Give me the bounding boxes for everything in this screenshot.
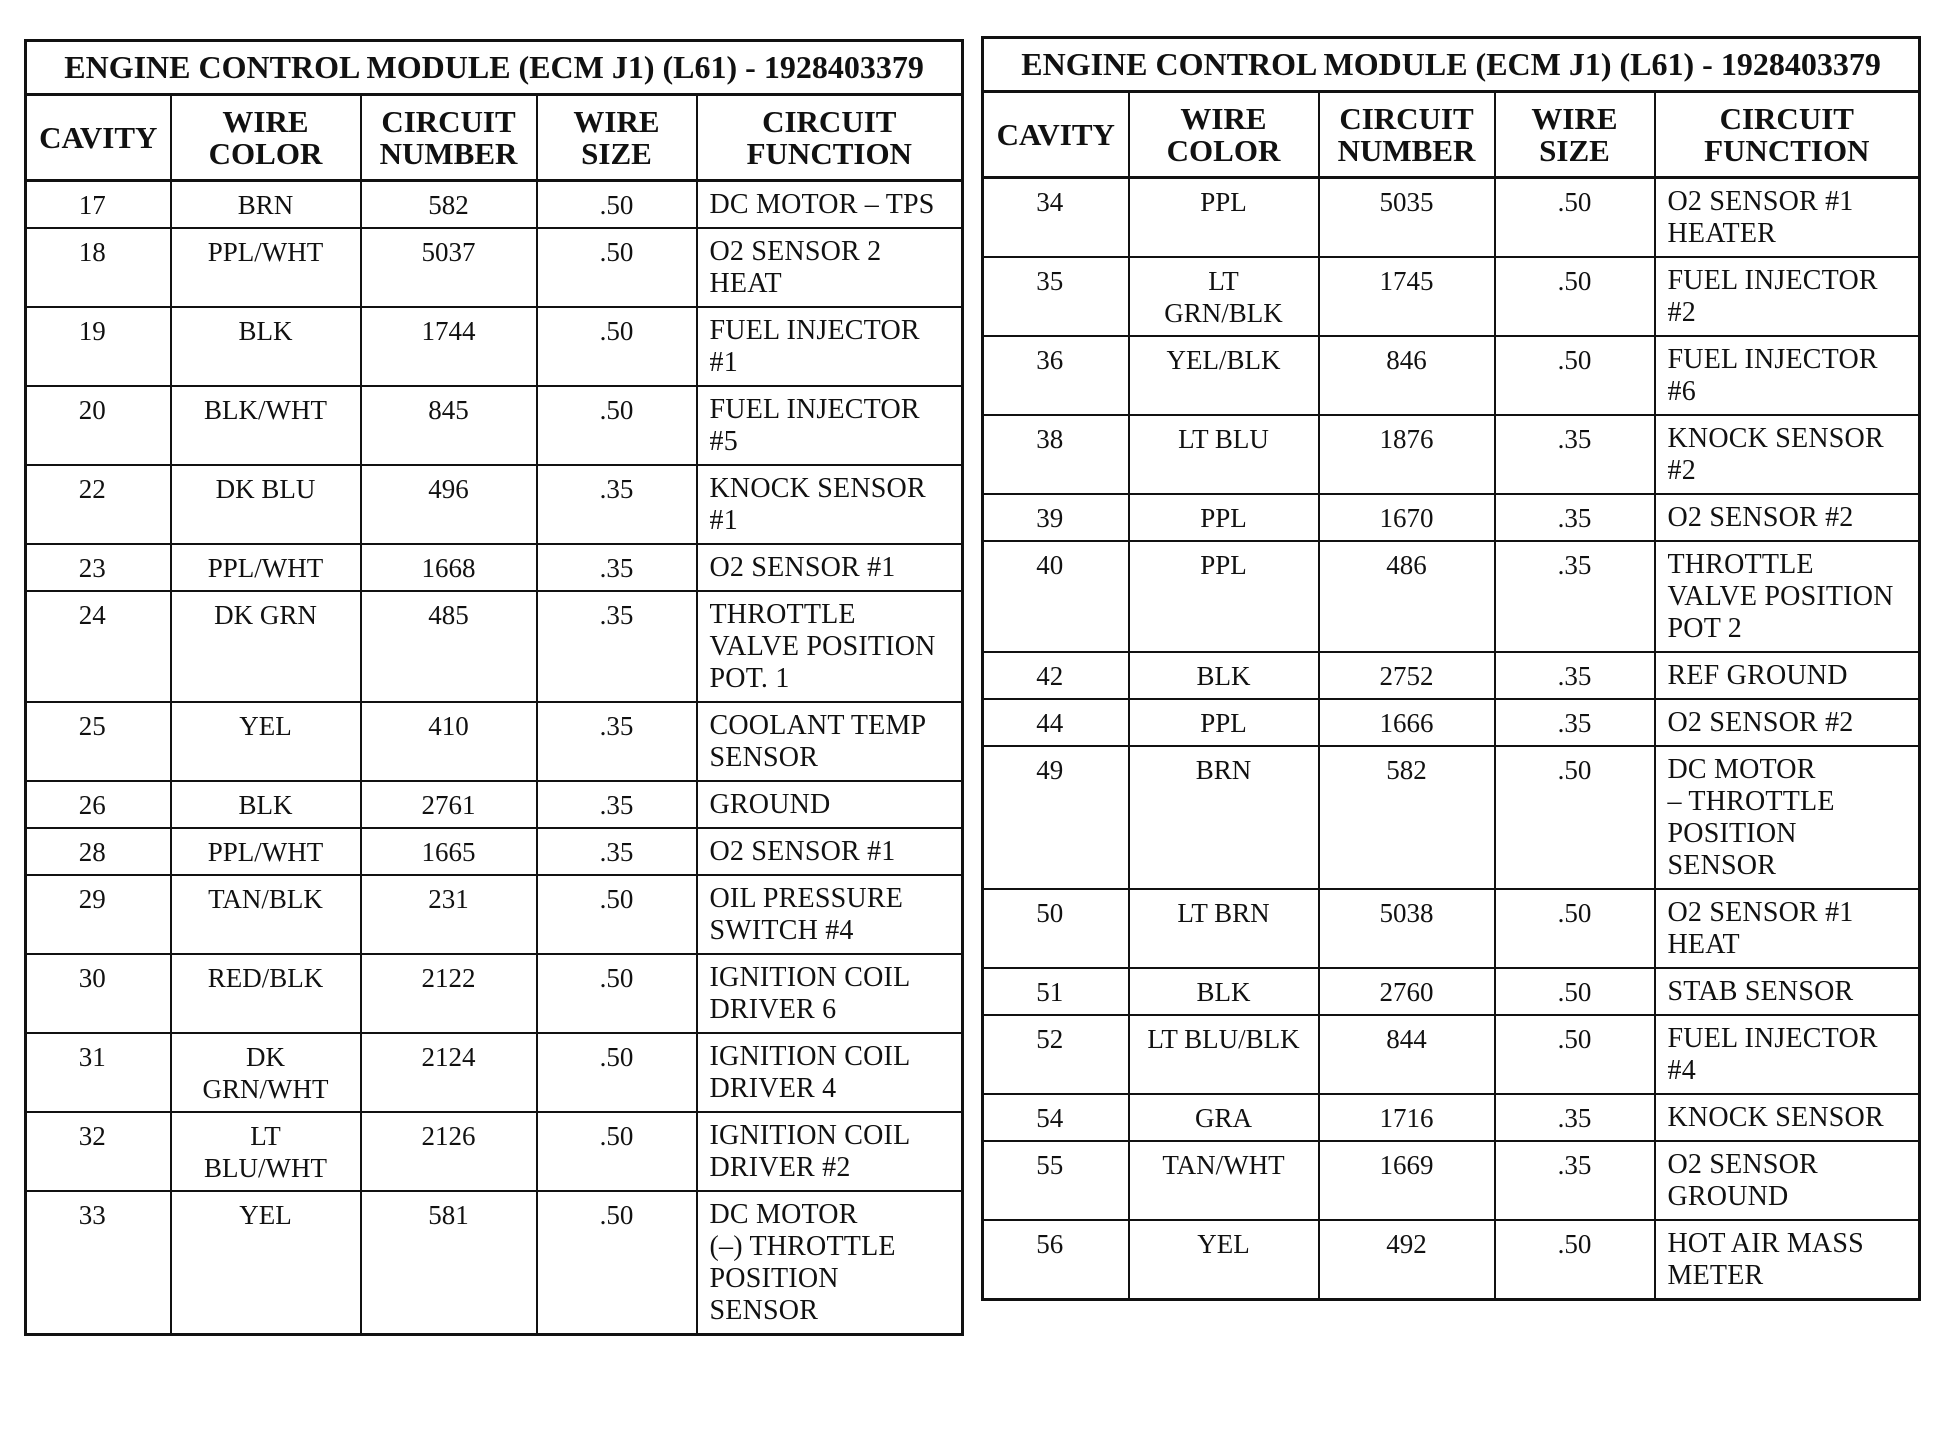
circuit-number-cell: 846 [1319, 336, 1495, 415]
table-row [26, 1112, 963, 1191]
cell-text-line: PPL [1200, 187, 1247, 217]
circuit-number-cell: 1669 [1319, 1141, 1495, 1220]
wire-size-cell: .50 [537, 1191, 697, 1335]
table-row [983, 968, 1920, 1015]
table-row [983, 257, 1920, 336]
cavity-cell: 30 [26, 954, 171, 1033]
cell-text-line: HEAT [1667, 929, 1740, 960]
wire-size-cell: .35 [537, 544, 697, 591]
cavity-cell: 54 [983, 1094, 1129, 1141]
table-row [26, 875, 963, 954]
cell-text-line: FUEL INJECTOR [1667, 1023, 1878, 1054]
cell-text-line: BLK [1196, 661, 1251, 691]
cell-text-line: REF GROUND [1667, 660, 1848, 691]
circuit-number-cell: 1745 [1319, 257, 1495, 336]
header-circuit-number: CIRCUIT NUMBER [361, 95, 537, 181]
circuit-function-cell [1655, 336, 1920, 415]
cavity-cell: 17 [26, 181, 171, 229]
cell-text-line: O2 SENSOR #1 [1667, 186, 1854, 217]
cell-text-line: SENSOR [709, 1295, 819, 1326]
cell-text-line: SWITCH #4 [709, 915, 854, 946]
circuit-function-cell [697, 386, 963, 465]
table-row [26, 307, 963, 386]
cell-text-line: FUEL INJECTOR [709, 315, 920, 346]
wire-color-cell [171, 591, 361, 702]
wire-color-cell [1129, 415, 1319, 494]
cavity-cell: 18 [26, 228, 171, 307]
cell-text-line: DRIVER 6 [709, 994, 837, 1025]
cell-text-line: O2 SENSOR 2 [709, 236, 882, 267]
cell-text-line: #2 [1667, 297, 1696, 328]
cell-text-line: (–) THROTTLE [709, 1231, 896, 1262]
cell-text-line: YEL [239, 1200, 292, 1230]
cell-text-line: PPL/WHT [207, 837, 324, 867]
circuit-function-cell [697, 591, 963, 702]
cell-text-line: #6 [1667, 376, 1696, 407]
table-row [983, 336, 1920, 415]
wire-color-cell [1129, 1220, 1319, 1300]
circuit-function-cell [697, 181, 963, 229]
cell-text-line: LT BRN [1177, 898, 1270, 928]
table-row [26, 828, 963, 875]
table-row [26, 781, 963, 828]
table-row [983, 541, 1920, 652]
wire-color-cell [1129, 1015, 1319, 1094]
ecm-connector-table-right [981, 36, 1921, 1301]
table-row [26, 1033, 963, 1112]
wire-size-cell: .35 [1495, 1094, 1655, 1141]
wire-size-cell: .35 [1495, 699, 1655, 746]
wire-size-cell: .50 [1495, 1220, 1655, 1300]
circuit-number-cell: 496 [361, 465, 537, 544]
cavity-cell: 52 [983, 1015, 1129, 1094]
cell-text-line: PPL [1200, 550, 1247, 580]
circuit-function-cell [1655, 1015, 1920, 1094]
cavity-cell: 51 [983, 968, 1129, 1015]
wire-size-cell: .35 [1495, 494, 1655, 541]
cavity-cell: 34 [983, 178, 1129, 258]
table-row [983, 1094, 1920, 1141]
table-title: ENGINE CONTROL MODULE (ECM J1) (L61) - 1928403379 [26, 41, 963, 95]
table-row [26, 181, 963, 229]
wire-size-cell: .50 [1495, 746, 1655, 889]
cavity-cell: 29 [26, 875, 171, 954]
circuit-number-cell: 844 [1319, 1015, 1495, 1094]
cell-text-line: YEL/BLK [1166, 345, 1281, 375]
wire-size-cell: .50 [1495, 889, 1655, 968]
cell-text-line: BLK [1196, 977, 1251, 1007]
circuit-number-cell: 1744 [361, 307, 537, 386]
cell-text-line: PPL [1200, 503, 1247, 533]
wire-size-cell: .50 [537, 228, 697, 307]
wire-color-cell [171, 875, 361, 954]
table-row [26, 544, 963, 591]
circuit-function-cell [697, 1112, 963, 1191]
cavity-cell: 24 [26, 591, 171, 702]
wire-size-cell: .50 [537, 875, 697, 954]
wire-color-cell [171, 781, 361, 828]
circuit-function-cell [1655, 889, 1920, 968]
cell-text-line: KNOCK SENSOR [709, 473, 926, 504]
cell-text-line: LT BLU/BLK [1147, 1024, 1300, 1054]
cell-text-line: O2 SENSOR #1 [1667, 897, 1854, 928]
cell-text-line: THROTTLE [709, 599, 856, 630]
wire-color-cell [171, 1191, 361, 1335]
circuit-function-cell [1655, 1220, 1920, 1300]
cavity-cell: 19 [26, 307, 171, 386]
cell-text-line: DK BLU [215, 474, 316, 504]
circuit-function-cell [1655, 494, 1920, 541]
circuit-number-cell: 1716 [1319, 1094, 1495, 1141]
wire-size-cell: .35 [1495, 652, 1655, 699]
cell-text-line: #4 [1667, 1055, 1696, 1086]
wire-color-cell [171, 181, 361, 229]
cell-text-line: METER [1667, 1260, 1764, 1291]
circuit-function-cell [697, 465, 963, 544]
circuit-number-cell: 581 [361, 1191, 537, 1335]
circuit-function-cell [697, 1033, 963, 1112]
cavity-cell: 26 [26, 781, 171, 828]
circuit-number-cell: 582 [361, 181, 537, 229]
table-row [983, 746, 1920, 889]
wire-size-cell: .50 [1495, 1015, 1655, 1094]
cell-text-line: HOT AIR MASS [1667, 1228, 1864, 1259]
circuit-number-cell: 1876 [1319, 415, 1495, 494]
cavity-cell: 23 [26, 544, 171, 591]
circuit-number-cell: 2122 [361, 954, 537, 1033]
circuit-function-cell [697, 544, 963, 591]
wire-size-cell: .50 [1495, 257, 1655, 336]
wire-size-cell: .35 [1495, 415, 1655, 494]
header-circuit-function: CIRCUIT FUNCTION [1655, 92, 1920, 178]
table-row [983, 415, 1920, 494]
cavity-cell: 40 [983, 541, 1129, 652]
header-cavity: CAVITY [983, 92, 1129, 178]
cell-text-line: GRA [1194, 1103, 1252, 1133]
cell-text-line: BLU/WHT [204, 1153, 327, 1183]
cavity-cell: 31 [26, 1033, 171, 1112]
circuit-number-cell: 492 [1319, 1220, 1495, 1300]
wire-size-cell: .35 [537, 781, 697, 828]
cell-text-line: IGNITION COIL [709, 1120, 911, 1151]
cell-text-line: VALVE POSITION [1667, 581, 1894, 612]
cavity-cell: 44 [983, 699, 1129, 746]
header-circuit-number: CIRCUIT NUMBER [1319, 92, 1495, 178]
wire-size-cell: .35 [537, 591, 697, 702]
cell-text-line: SENSOR [709, 742, 819, 773]
cell-text-line: DC MOTOR [709, 1199, 858, 1230]
cell-text-line: FUEL INJECTOR [1667, 265, 1878, 296]
cell-text-line: #2 [1667, 455, 1696, 486]
table-title: ENGINE CONTROL MODULE (ECM J1) (L61) - 1928403379 [983, 38, 1920, 92]
cell-text-line: COOLANT TEMP [709, 710, 927, 741]
cavity-cell: 38 [983, 415, 1129, 494]
cell-text-line: KNOCK SENSOR [1667, 1102, 1884, 1133]
wire-size-cell: .50 [537, 1033, 697, 1112]
circuit-number-cell: 1665 [361, 828, 537, 875]
wire-size-cell: .35 [1495, 541, 1655, 652]
circuit-function-cell [1655, 1141, 1920, 1220]
cell-text-line: SENSOR [1667, 850, 1777, 881]
circuit-number-cell: 2126 [361, 1112, 537, 1191]
cell-text-line: TAN/BLK [208, 884, 323, 914]
circuit-function-cell [1655, 652, 1920, 699]
header-wire-color: WIRE COLOR [171, 95, 361, 181]
wire-color-cell [1129, 257, 1319, 336]
cell-text-line: IGNITION COIL [709, 962, 911, 993]
cavity-cell: 22 [26, 465, 171, 544]
circuit-function-cell [697, 954, 963, 1033]
wire-size-cell: .50 [1495, 968, 1655, 1015]
cell-text-line: BRN [237, 190, 294, 220]
cavity-cell: 39 [983, 494, 1129, 541]
circuit-number-cell: 2760 [1319, 968, 1495, 1015]
circuit-number-cell: 2752 [1319, 652, 1495, 699]
cell-text-line: PPL [1200, 708, 1247, 738]
cell-text-line: LT [250, 1121, 281, 1151]
cell-text-line: VALVE POSITION [709, 631, 936, 662]
cell-text-line: FUEL INJECTOR [1667, 344, 1878, 375]
wire-color-cell [171, 828, 361, 875]
cell-text-line: IGNITION COIL [709, 1041, 911, 1072]
circuit-function-cell [1655, 699, 1920, 746]
wire-color-cell [171, 1033, 361, 1112]
circuit-number-cell: 2124 [361, 1033, 537, 1112]
cavity-cell: 25 [26, 702, 171, 781]
cell-text-line: POSITION [1667, 818, 1797, 849]
table-row [983, 1220, 1920, 1300]
cell-text-line: FUEL INJECTOR [709, 394, 920, 425]
wire-color-cell [1129, 746, 1319, 889]
circuit-function-cell [697, 702, 963, 781]
table-row [983, 494, 1920, 541]
cavity-cell: 20 [26, 386, 171, 465]
circuit-number-cell: 5035 [1319, 178, 1495, 258]
wire-size-cell: .50 [537, 181, 697, 229]
wire-color-cell [171, 386, 361, 465]
cavity-cell: 49 [983, 746, 1129, 889]
cell-text-line: O2 SENSOR #1 [709, 552, 896, 583]
wire-size-cell: .35 [537, 465, 697, 544]
table-row [983, 1015, 1920, 1094]
cell-text-line: GROUND [709, 789, 831, 820]
wire-size-cell: .35 [1495, 1141, 1655, 1220]
wire-color-cell [1129, 1141, 1319, 1220]
cell-text-line: TAN/WHT [1162, 1150, 1285, 1180]
wire-size-cell: .35 [537, 702, 697, 781]
cell-text-line: YEL [1197, 1229, 1250, 1259]
cell-text-line: POT 2 [1667, 613, 1742, 644]
cell-text-line: O2 SENSOR [1667, 1149, 1818, 1180]
wire-size-cell: .50 [537, 307, 697, 386]
cell-text-line: GRN/WHT [202, 1074, 329, 1104]
cell-text-line: GROUND [1667, 1181, 1789, 1212]
cell-text-line: O2 SENSOR #2 [1667, 707, 1854, 738]
header-cavity: CAVITY [26, 95, 171, 181]
table-row [983, 652, 1920, 699]
cell-text-line: BLK [238, 316, 293, 346]
circuit-function-cell [697, 228, 963, 307]
cavity-cell: 50 [983, 889, 1129, 968]
circuit-number-cell: 582 [1319, 746, 1495, 889]
cell-text-line: DK GRN [214, 600, 317, 630]
circuit-function-cell [1655, 1094, 1920, 1141]
table-row [983, 889, 1920, 968]
cavity-cell: 28 [26, 828, 171, 875]
wire-size-cell: .50 [537, 1112, 697, 1191]
table-body [983, 178, 1920, 1300]
cavity-cell: 33 [26, 1191, 171, 1335]
cell-text-line: POT. 1 [709, 663, 790, 694]
header-circuit-function: CIRCUIT FUNCTION [697, 95, 963, 181]
cavity-cell: 42 [983, 652, 1129, 699]
circuit-function-cell [1655, 257, 1920, 336]
wire-color-cell [1129, 494, 1319, 541]
circuit-number-cell: 1668 [361, 544, 537, 591]
circuit-number-cell: 845 [361, 386, 537, 465]
circuit-number-cell: 2761 [361, 781, 537, 828]
cavity-cell: 36 [983, 336, 1129, 415]
cavity-cell: 56 [983, 1220, 1129, 1300]
cell-text-line: OIL PRESSURE [709, 883, 904, 914]
cell-text-line: KNOCK SENSOR [1667, 423, 1884, 454]
circuit-function-cell [1655, 968, 1920, 1015]
circuit-function-cell [697, 875, 963, 954]
cell-text-line: HEAT [709, 268, 782, 299]
table-body [26, 181, 963, 1335]
table-row [983, 699, 1920, 746]
wire-color-cell [171, 1112, 361, 1191]
circuit-number-cell: 486 [1319, 541, 1495, 652]
wire-size-cell: .50 [537, 386, 697, 465]
table-row [26, 954, 963, 1033]
cell-text-line: PPL/WHT [207, 553, 324, 583]
ecm-connector-table-left [24, 39, 964, 1336]
header-wire-color: WIRE COLOR [1129, 92, 1319, 178]
cell-text-line: GRN/BLK [1164, 298, 1283, 328]
cell-text-line: #1 [709, 347, 738, 378]
cell-text-line: BRN [1195, 755, 1252, 785]
circuit-number-cell: 1670 [1319, 494, 1495, 541]
wire-color-cell [1129, 178, 1319, 258]
table-row [26, 465, 963, 544]
wire-color-cell [171, 954, 361, 1033]
circuit-number-cell: 1666 [1319, 699, 1495, 746]
cell-text-line: #1 [709, 505, 738, 536]
cell-text-line: BLK [238, 790, 293, 820]
wire-size-cell: .50 [1495, 178, 1655, 258]
wire-color-cell [1129, 336, 1319, 415]
wire-color-cell [171, 228, 361, 307]
cell-text-line: POSITION [709, 1263, 839, 1294]
circuit-number-cell: 5038 [1319, 889, 1495, 968]
cell-text-line: RED/BLK [207, 963, 324, 993]
wire-color-cell [171, 307, 361, 386]
cavity-cell: 35 [983, 257, 1129, 336]
header-wire-size: WIRE SIZE [537, 95, 697, 181]
wire-color-cell [1129, 541, 1319, 652]
wire-color-cell [1129, 889, 1319, 968]
cell-text-line: THROTTLE [1667, 549, 1814, 580]
circuit-function-cell [1655, 178, 1920, 258]
circuit-function-cell [697, 828, 963, 875]
circuit-function-cell [1655, 746, 1920, 889]
circuit-function-cell [697, 781, 963, 828]
table-row [26, 702, 963, 781]
cell-text-line: PPL/WHT [207, 237, 324, 267]
cell-text-line: – THROTTLE [1667, 786, 1835, 817]
circuit-number-cell: 410 [361, 702, 537, 781]
table-row [26, 591, 963, 702]
table-row [26, 1191, 963, 1335]
cell-text-line: DC MOTOR – TPS [709, 189, 935, 220]
cell-text-line: #5 [709, 426, 738, 457]
wire-size-cell: .50 [537, 954, 697, 1033]
wire-color-cell [171, 465, 361, 544]
circuit-number-cell: 485 [361, 591, 537, 702]
cell-text-line: DK [246, 1042, 285, 1072]
circuit-number-cell: 5037 [361, 228, 537, 307]
table-row [983, 1141, 1920, 1220]
cell-text-line: DC MOTOR [1667, 754, 1816, 785]
wire-size-cell: .50 [1495, 336, 1655, 415]
circuit-function-cell [1655, 415, 1920, 494]
cell-text-line: YEL [239, 711, 292, 741]
header-wire-size: WIRE SIZE [1495, 92, 1655, 178]
wire-size-cell: .35 [537, 828, 697, 875]
cell-text-line: HEATER [1667, 218, 1777, 249]
cavity-cell: 55 [983, 1141, 1129, 1220]
cell-text-line: DRIVER 4 [709, 1073, 837, 1104]
cell-text-line: BLK/WHT [204, 395, 327, 425]
circuit-function-cell [1655, 541, 1920, 652]
table-row [26, 386, 963, 465]
circuit-number-cell: 231 [361, 875, 537, 954]
cell-text-line: O2 SENSOR #2 [1667, 502, 1854, 533]
wire-color-cell [1129, 1094, 1319, 1141]
table-row [983, 178, 1920, 258]
wire-color-cell [1129, 699, 1319, 746]
wire-color-cell [1129, 652, 1319, 699]
cell-text-line: DRIVER #2 [709, 1152, 851, 1183]
cell-text-line: LT [1208, 266, 1239, 296]
wire-color-cell [171, 702, 361, 781]
cell-text-line: LT BLU [1178, 424, 1269, 454]
cell-text-line: STAB SENSOR [1667, 976, 1854, 1007]
wire-color-cell [1129, 968, 1319, 1015]
wire-color-cell [171, 544, 361, 591]
cavity-cell: 32 [26, 1112, 171, 1191]
cell-text-line: O2 SENSOR #1 [709, 836, 896, 867]
circuit-function-cell [697, 1191, 963, 1335]
table-row [26, 228, 963, 307]
circuit-function-cell [697, 307, 963, 386]
